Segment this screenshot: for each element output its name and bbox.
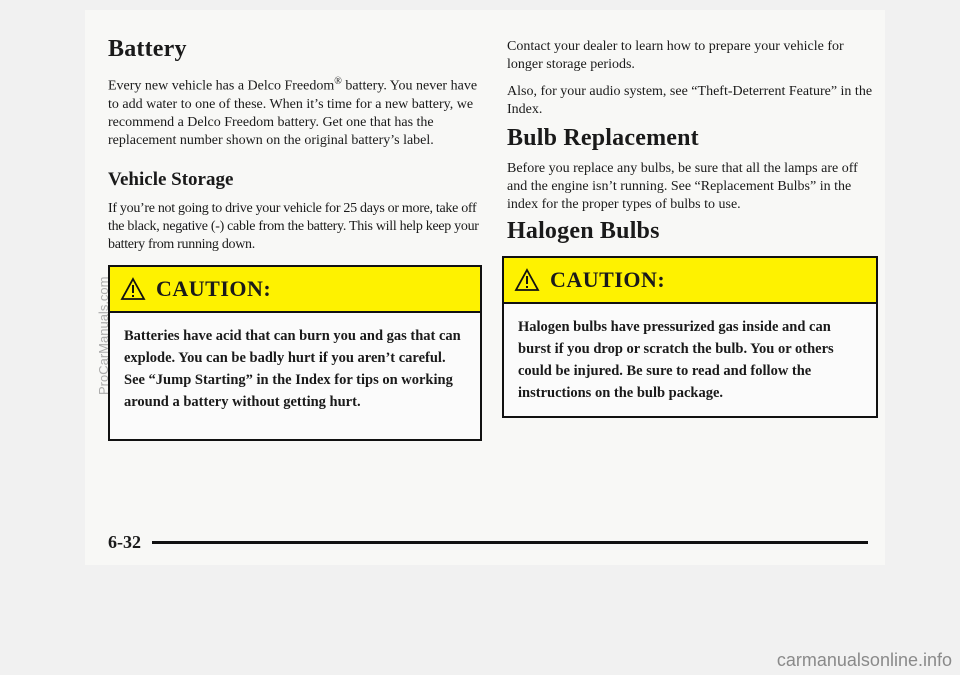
footer-rule (152, 541, 868, 544)
battery-heading: Battery (108, 36, 187, 62)
side-watermark: ProCarManuals.com (96, 276, 111, 395)
battery-caution-header (110, 267, 480, 313)
audio-system-paragraph: Also, for your audio system, see “Theft-Deterrent Feature” in the Index. (507, 84, 873, 117)
battery-caution-title: CAUTION: (156, 276, 272, 301)
warning-triangle-icon (514, 268, 540, 292)
battery-paragraph: Every new vehicle has a Delco Freedom® battery. You never have to add water to one of these. When it’s time for a new battery, we recommend a Delco Freedom battery. Get one that has the replacement number shown on the original battery’s label. (108, 76, 478, 148)
vehicle-storage-paragraph: If you’re not going to drive your vehicle for 25 days or more, take off the black, negative (-) cable from the battery. This will help keep your battery from running down. (108, 201, 479, 252)
page-number: 6-32 (108, 532, 141, 552)
halogen-caution-header (504, 258, 876, 304)
bulb-replacement-paragraph: Before you replace any bulbs, be sure that all the lamps are off and the engine isn’t running. See “Replacement Bulbs” in the index for the proper types of bulbs to use. (507, 161, 858, 212)
warning-triangle-icon (120, 277, 146, 301)
bottom-watermark: carmanualsonline.info (776, 650, 952, 670)
battery-caution-text: Batteries have acid that can burn you and gas that can explode. You can be badly hurt if you aren’t careful. See “Jump Starting” in the Index for tips on working around a battery without getting hurt. (124, 328, 461, 410)
halogen-caution-text: Halogen bulbs have pressurized gas inside and can burst if you drop or scratch the bulb. You or others could be injured. Be sure to read and follow the instructions on the bulb package. (518, 319, 834, 401)
halogen-bulbs-heading: Halogen Bulbs (507, 218, 660, 244)
bulb-replacement-heading: Bulb Replacement (507, 125, 699, 151)
battery-caution-box (108, 265, 482, 441)
halogen-caution-box (502, 256, 878, 418)
contact-dealer-paragraph: Contact your dealer to learn how to prepare your vehicle for longer storage periods. (507, 39, 844, 72)
vehicle-storage-heading: Vehicle Storage (108, 169, 234, 190)
halogen-caution-title: CAUTION: (550, 267, 666, 292)
